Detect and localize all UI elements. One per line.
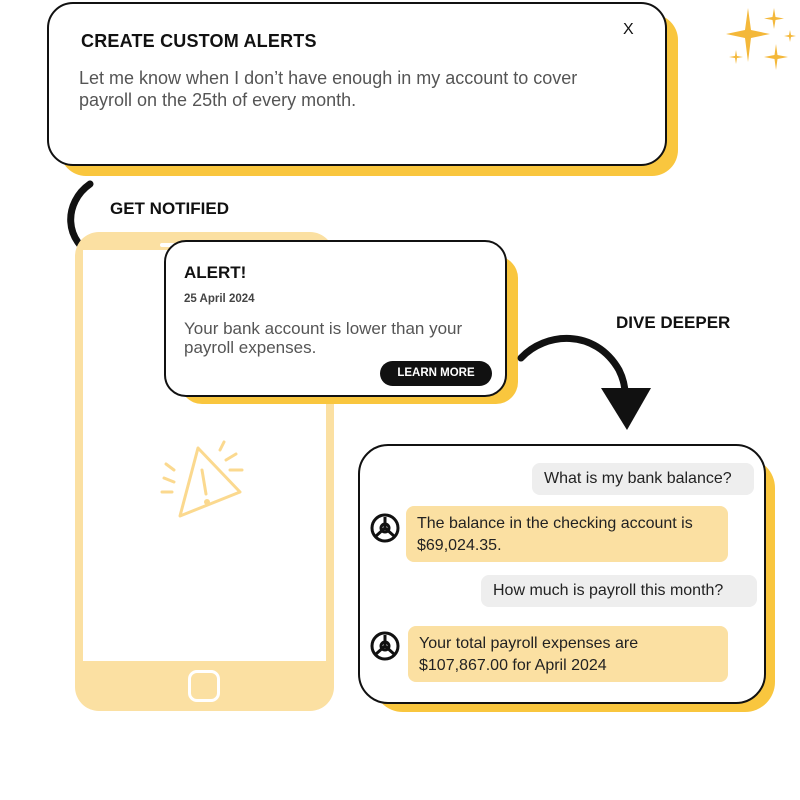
sparkle-icon: [712, 0, 800, 82]
phone-home-button: [188, 670, 220, 702]
curved-arrow-icon: [515, 330, 665, 435]
get-notified-heading: GET NOTIFIED: [110, 199, 229, 218]
learn-more-button[interactable]: LEARN MORE: [380, 361, 492, 386]
close-button[interactable]: X: [623, 21, 634, 38]
chat-panel: [358, 444, 766, 704]
create-alerts-title: CREATE CUSTOM ALERTS: [81, 31, 317, 51]
chat-assistant-message: The balance in the checking account is $69,024.35.: [406, 506, 728, 562]
bot-avatar-icon: [369, 630, 401, 662]
alert-notification-card[interactable]: [164, 240, 507, 397]
bot-avatar-icon: [369, 512, 401, 544]
chat-user-message: What is my bank balance?: [532, 463, 754, 495]
create-alerts-card: [47, 2, 667, 166]
alert-title: ALERT!: [184, 263, 247, 282]
alert-message: Your bank account is lower than your payroll expenses.: [184, 319, 463, 357]
warning-icon: [160, 440, 250, 526]
alert-date: 25 April 2024: [184, 293, 255, 305]
dive-deeper-heading: DIVE DEEPER: [616, 313, 731, 332]
chat-user-message: How much is payroll this month?: [481, 575, 757, 607]
create-alerts-body: Let me know when I don’t have enough in my account to cover payroll on the 25th of every month.: [79, 68, 578, 110]
chat-assistant-message: Your total payroll expenses are $107,867.00 for April 2024: [408, 626, 728, 682]
